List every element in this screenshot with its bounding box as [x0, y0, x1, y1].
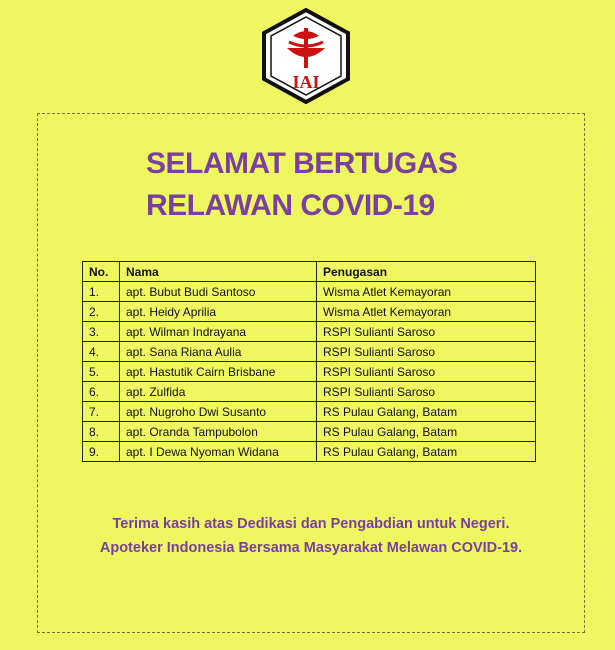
table-row [83, 442, 536, 462]
cell-name: apt. I Dewa Nyoman Widana [120, 442, 317, 462]
cell-name: apt. Sana Riana Aulia [120, 342, 317, 362]
table-row [83, 422, 536, 442]
cell-no: 1. [83, 282, 120, 302]
cell-no: 3. [83, 322, 120, 342]
column-header-no: No. [83, 262, 120, 282]
cell-assignment: RSPI Sulianti Saroso [317, 322, 536, 342]
cell-name: apt. Bubut Budi Santoso [120, 282, 317, 302]
cell-no: 4. [83, 342, 120, 362]
volunteer-table [82, 261, 536, 462]
logo-text: IAI [292, 72, 320, 92]
title-line-1: SELAMAT BERTUGAS [146, 147, 458, 180]
cell-assignment: Wisma Atlet Kemayoran [317, 282, 536, 302]
cell-no: 2. [83, 302, 120, 322]
table-row [83, 362, 536, 382]
cell-no: 9. [83, 442, 120, 462]
cell-assignment: RSPI Sulianti Saroso [317, 342, 536, 362]
thank-you-message [40, 512, 582, 560]
cell-no: 5. [83, 362, 120, 382]
cell-assignment: Wisma Atlet Kemayoran [317, 302, 536, 322]
table-row [83, 382, 536, 402]
table-row [83, 302, 536, 322]
table-row [83, 402, 536, 422]
column-header-assignment: Penugasan [317, 262, 536, 282]
table-row [83, 342, 536, 362]
cell-no: 7. [83, 402, 120, 422]
cell-assignment: RS Pulau Galang, Batam [317, 402, 536, 422]
footer-line-1: Terima kasih atas Dedikasi dan Pengabdian untuk Negeri. [112, 516, 510, 532]
cell-name: apt. Heidy Aprilia [120, 302, 317, 322]
cell-name: apt. Hastutik Cairn Brisbane [120, 362, 317, 382]
cell-name: apt. Zulfida [120, 382, 317, 402]
table-row [83, 282, 536, 302]
cell-name: apt. Oranda Tampubolon [120, 422, 317, 442]
cell-no: 8. [83, 422, 120, 442]
column-header-name: Nama [120, 262, 317, 282]
cell-no: 6. [83, 382, 120, 402]
poster-title [146, 143, 457, 227]
cell-name: apt. Nugroho Dwi Susanto [120, 402, 317, 422]
cell-assignment: RSPI Sulianti Saroso [317, 362, 536, 382]
iai-logo [261, 8, 351, 104]
cell-assignment: RS Pulau Galang, Batam [317, 442, 536, 462]
table-header-row [83, 262, 536, 282]
cell-assignment: RS Pulau Galang, Batam [317, 422, 536, 442]
table-row [83, 322, 536, 342]
title-line-2: RELAWAN COVID-19 [146, 189, 435, 222]
cell-assignment: RSPI Sulianti Saroso [317, 382, 536, 402]
footer-line-2: Apoteker Indonesia Bersama Masyarakat Melawan COVID-19. [99, 540, 523, 556]
cell-name: apt. Wilman Indrayana [120, 322, 317, 342]
